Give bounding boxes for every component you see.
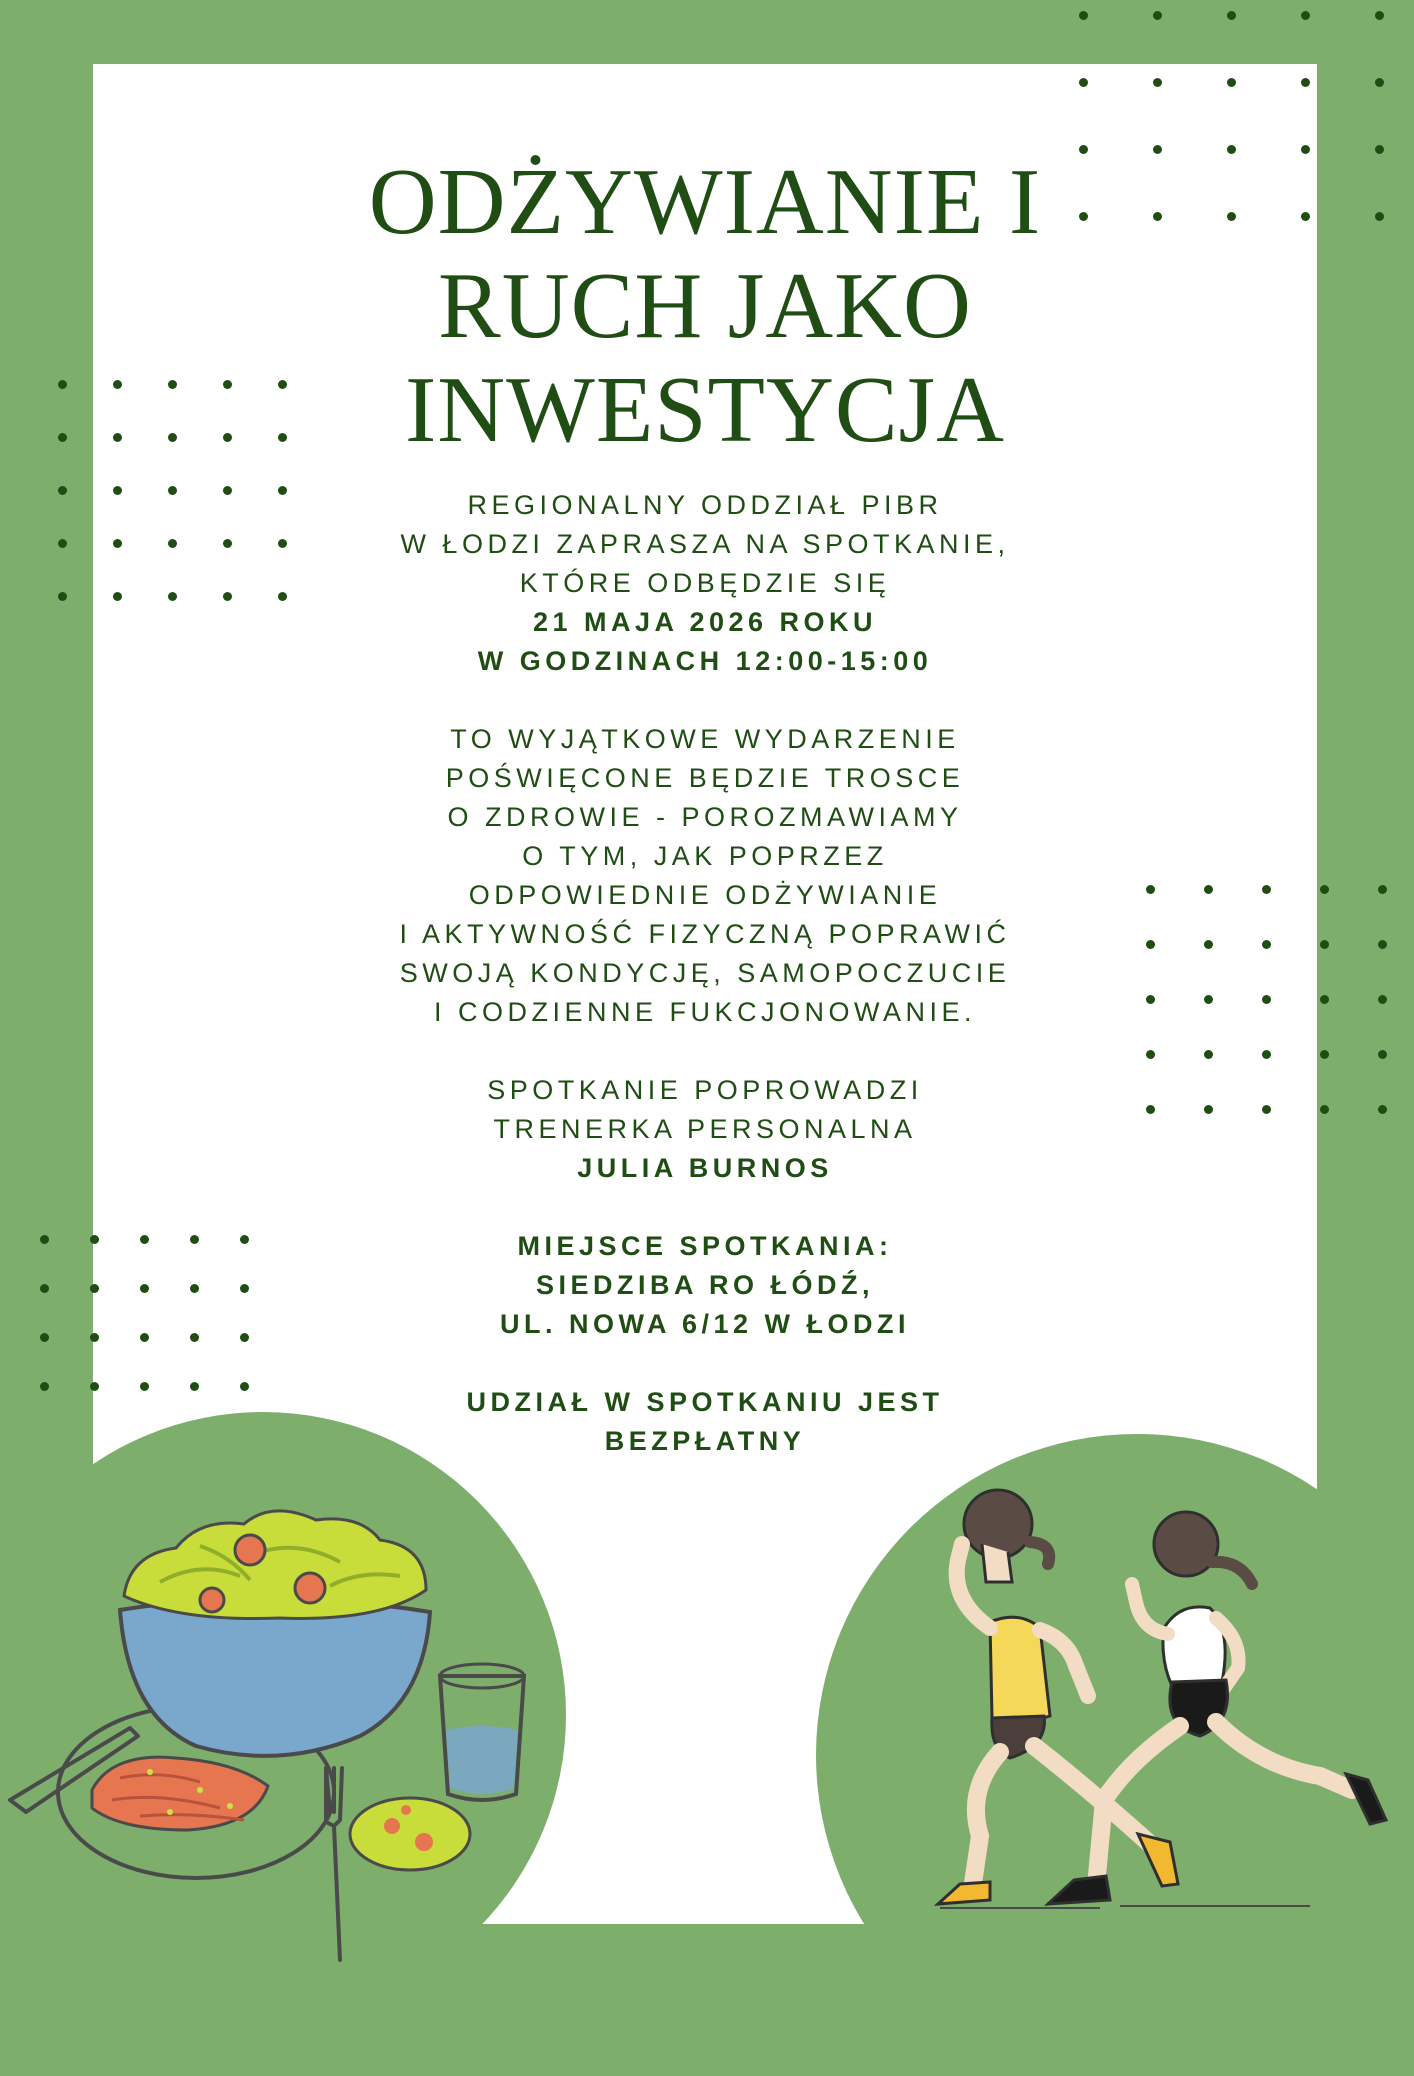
title-line: RUCH JAKO — [438, 254, 972, 358]
decorative-dot — [1320, 940, 1329, 949]
decorative-dot — [113, 592, 122, 601]
decorative-dot — [1153, 145, 1162, 154]
decorative-dot — [1079, 11, 1088, 20]
decorative-dot — [223, 592, 232, 601]
decorative-dot — [1378, 995, 1387, 1004]
decorative-dot — [1153, 11, 1162, 20]
intro-line: KTÓRE ODBĘDZIE SIĘ — [519, 568, 891, 598]
host-section — [330, 1071, 1080, 1188]
decorative-dot — [1375, 145, 1384, 154]
decorative-dot — [168, 592, 177, 601]
decorative-dot — [223, 486, 232, 495]
decorative-dot — [1378, 1050, 1387, 1059]
decorative-dot — [1227, 78, 1236, 87]
host-line: SPOTKANIE POPROWADZI — [487, 1075, 923, 1105]
fee-section — [330, 1383, 1080, 1461]
decorative-dot — [90, 1235, 99, 1244]
decorative-dot — [1320, 995, 1329, 1004]
decorative-dot — [40, 1333, 49, 1342]
decorative-dot — [90, 1382, 99, 1391]
decorative-dot — [168, 433, 177, 442]
event-hours: W GODZINACH 12:00-15:00 — [477, 646, 933, 676]
title-line: ODŻYWIANIE I — [368, 150, 1042, 254]
decorative-dot — [113, 380, 122, 389]
decorative-dot — [240, 1284, 249, 1293]
decorative-dot — [223, 380, 232, 389]
decorative-dot — [278, 539, 287, 548]
decorative-dot — [1146, 1105, 1155, 1114]
decorative-dot — [113, 433, 122, 442]
decorative-dot — [223, 433, 232, 442]
decorative-dot — [1079, 145, 1088, 154]
dot-pattern-upper-left — [58, 380, 287, 601]
event-date: 21 MAJA 2026 ROKU — [532, 607, 878, 637]
decorative-dot — [223, 539, 232, 548]
decorative-dot — [1146, 940, 1155, 949]
decorative-dot — [1301, 212, 1310, 221]
decorative-dot — [140, 1235, 149, 1244]
decorative-dot — [190, 1235, 199, 1244]
decorative-dot — [168, 539, 177, 548]
description-line: O ZDROWIE - POROZMAWIAMY — [447, 802, 963, 832]
decorative-dot — [190, 1284, 199, 1293]
decorative-dot — [240, 1382, 249, 1391]
decorative-dot — [1301, 145, 1310, 154]
decorative-dot — [1375, 212, 1384, 221]
decorative-dot — [1146, 1050, 1155, 1059]
title-line: INWESTYCJA — [404, 358, 1006, 462]
decorative-dot — [1204, 1050, 1213, 1059]
venue-line: UL. NOWA 6/12 W ŁODZI — [499, 1309, 910, 1339]
decorative-dot — [190, 1333, 199, 1342]
poster-title — [330, 150, 1080, 462]
decorative-dot — [1262, 940, 1271, 949]
fee-line: UDZIAŁ W SPOTKANIU JEST — [466, 1387, 944, 1417]
decorative-dot — [1146, 995, 1155, 1004]
intro-line: W ŁODZI ZAPRASZA NA SPOTKANIE, — [400, 529, 1010, 559]
decorative-dot — [58, 433, 67, 442]
dot-pattern-middle-right — [1146, 885, 1387, 1114]
decorative-dot — [40, 1284, 49, 1293]
decorative-dot — [40, 1382, 49, 1391]
decorative-dot — [1079, 212, 1088, 221]
decorative-dot — [1301, 11, 1310, 20]
decorative-dot — [1204, 940, 1213, 949]
decorative-dot — [1153, 78, 1162, 87]
description-line: TO WYJĄTKOWE WYDARZENIE — [450, 724, 960, 754]
dot-pattern-top-right — [1079, 11, 1384, 221]
decorative-dot — [1262, 1050, 1271, 1059]
description-section — [330, 720, 1080, 1032]
decorative-dot — [1262, 885, 1271, 894]
decorative-dot — [140, 1284, 149, 1293]
description-line: O TYM, JAK POPRZEZ — [522, 841, 888, 871]
decorative-dot — [168, 380, 177, 389]
decorative-dot — [140, 1333, 149, 1342]
fee-line: BEZPŁATNY — [604, 1426, 806, 1456]
decorative-dot — [140, 1382, 149, 1391]
host-line: TRENERKA PERSONALNA — [493, 1114, 917, 1144]
decorative-dot — [1227, 212, 1236, 221]
description-line: I AKTYWNOŚĆ FIZYCZNĄ POPRAWIĆ — [399, 919, 1011, 949]
description-line: I CODZIENNE FUKCJONOWANIE. — [433, 997, 976, 1027]
decorative-dot — [168, 486, 177, 495]
decorative-dot — [1375, 11, 1384, 20]
decorative-dot — [1227, 145, 1236, 154]
decorative-dot — [240, 1333, 249, 1342]
venue-line: MIEJSCE SPOTKANIA: — [517, 1231, 893, 1261]
decorative-dot — [113, 539, 122, 548]
decorative-dot — [40, 1235, 49, 1244]
decorative-dot — [90, 1284, 99, 1293]
decorative-dot — [278, 433, 287, 442]
intro-line: REGIONALNY ODDZIAŁ PIBR — [467, 490, 943, 520]
decorative-dot — [1320, 1050, 1329, 1059]
poster-body — [330, 486, 1080, 1461]
decorative-dot — [90, 1333, 99, 1342]
host-name: JULIA BURNOS — [577, 1153, 833, 1183]
decorative-dot — [58, 539, 67, 548]
venue-section — [330, 1227, 1080, 1344]
description-line: ODPOWIEDNIE ODŻYWIANIE — [468, 880, 942, 910]
decorative-dot — [1204, 1105, 1213, 1114]
description-line: SWOJĄ KONDYCJĘ, SAMOPOCZUCIE — [399, 958, 1011, 988]
description-line: POŚWIĘCONE BĘDZIE TROSCE — [445, 763, 965, 793]
decorative-dot — [1146, 885, 1155, 894]
venue-line: SIEDZIBA RO ŁÓDŹ, — [536, 1270, 874, 1300]
decorative-dot — [58, 486, 67, 495]
salad-meal-illustration — [0, 1490, 560, 1870]
decorative-dot — [1378, 940, 1387, 949]
decorative-dot — [1262, 995, 1271, 1004]
decorative-dot — [190, 1382, 199, 1391]
decorative-dot — [278, 380, 287, 389]
decorative-dot — [113, 486, 122, 495]
decorative-dot — [1227, 11, 1236, 20]
decorative-dot — [1375, 78, 1384, 87]
intro-section — [330, 486, 1080, 681]
dot-pattern-lower-left — [40, 1235, 249, 1391]
decorative-dot — [1153, 212, 1162, 221]
decorative-dot — [240, 1235, 249, 1244]
decorative-dot — [1320, 1105, 1329, 1114]
decorative-dot — [1079, 78, 1088, 87]
decorative-dot — [278, 592, 287, 601]
decorative-dot — [1378, 1105, 1387, 1114]
decorative-dot — [1320, 885, 1329, 894]
decorative-dot — [1378, 885, 1387, 894]
decorative-dot — [1301, 78, 1310, 87]
decorative-dot — [58, 380, 67, 389]
decorative-dot — [58, 592, 67, 601]
two-runners-illustration — [880, 1490, 1400, 1930]
decorative-dot — [278, 486, 287, 495]
decorative-dot — [1204, 885, 1213, 894]
decorative-dot — [1262, 1105, 1271, 1114]
decorative-dot — [1204, 995, 1213, 1004]
